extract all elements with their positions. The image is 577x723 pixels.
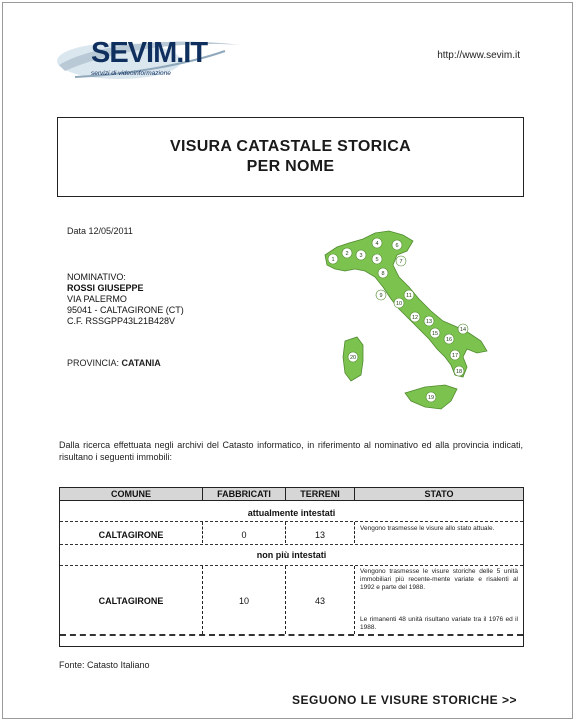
row1-stato: Vengono trasmesse le visure allo stato attuale.: [360, 525, 495, 532]
next-visure-link[interactable]: SEGUONO LE VISURE STORICHE >>: [292, 693, 517, 707]
owner-city: 95041 - CALTAGIRONE (CT): [67, 305, 184, 315]
map-region-number: 14: [459, 327, 467, 333]
header-divider: [354, 488, 355, 500]
map-region-number: 17: [451, 353, 459, 359]
header-comune: COMUNE: [111, 489, 151, 499]
section-title-current: attualmente intestati: [247, 508, 336, 518]
row2-stato-note: Le rimanenti 48 unità risultano variate tra il 1976 ed il 1988.: [360, 616, 518, 631]
website-url[interactable]: http://www.sevim.it: [437, 50, 520, 61]
map-region-number: 12: [411, 315, 419, 321]
row1-fabbricati: 0: [241, 530, 247, 540]
header-terreni: TERRENI: [300, 489, 340, 499]
map-region-number: 1: [331, 257, 335, 263]
owner-fiscal-code: C.F. RSSGPP43L21B428V: [67, 316, 176, 326]
map-region-number: 16: [445, 337, 453, 343]
column-divider: [354, 566, 355, 634]
row1-terreni: 13: [314, 530, 325, 540]
map-region-number: 19: [427, 395, 435, 401]
row-divider: [60, 521, 523, 522]
row-divider: [60, 565, 523, 566]
map-region-number: 11: [406, 293, 412, 299]
map-region-number: 10: [395, 301, 403, 307]
map-region-number: 18: [455, 369, 463, 375]
map-region-number: 9: [379, 293, 383, 299]
map-region-number: 7: [399, 259, 403, 265]
immobili-table: [59, 487, 524, 647]
document-title-box: [57, 117, 524, 197]
sevim-logo: [55, 31, 245, 87]
title-line-2: PER NOME: [246, 158, 335, 175]
title-line-1: VISURA CATASTALE STORICA: [170, 138, 411, 155]
map-region-number: 5: [375, 257, 379, 263]
document-page: [2, 2, 573, 719]
nominativo-label: NOMINATIVO:: [67, 272, 126, 282]
row2-stato: Vengono trasmesse le visure storiche delle 5 unità immobiliari più recente-mente variate e risalenti al 1992 e parte del 1988.: [360, 568, 518, 591]
map-region-number: 20: [349, 355, 357, 361]
row-divider: [60, 544, 523, 545]
provincia-value: CATANIA: [121, 358, 161, 368]
map-region-number: 13: [425, 319, 433, 325]
provincia-label: PROVINCIA:: [67, 358, 120, 368]
row2-fabbricati: 10: [238, 596, 249, 606]
map-region-number: 2: [345, 251, 349, 257]
header-divider: [285, 488, 286, 500]
map-region-number: 15: [431, 331, 439, 337]
map-region-number: 6: [395, 243, 399, 249]
header-stato: STATO: [424, 489, 454, 499]
row2-comune: CALTAGIRONE: [98, 596, 164, 606]
section-title-past: non più intestati: [256, 550, 327, 560]
logo-name: SEVIM.IT: [91, 37, 208, 69]
intro-text: Dalla ricerca effettuata negli archivi del Catasto informatico, in riferimento al nominativo ed alla provincia indicati, risultano i seguenti immobili:: [59, 440, 523, 462]
header-divider: [202, 488, 203, 500]
owner-street: VIA PALERMO: [67, 294, 127, 304]
column-divider: [354, 522, 355, 543]
document-date: Data 12/05/2011: [67, 226, 133, 236]
row1-comune: CALTAGIRONE: [98, 530, 164, 540]
map-region-number: 3: [359, 253, 363, 259]
row-divider: [60, 634, 523, 636]
nominativo-block: [67, 272, 184, 327]
logo-tagline: servizi di videoinformazione: [91, 70, 171, 77]
source-note: Fonte: Catasto Italiano: [59, 660, 150, 670]
header-fabbricati: FABBRICATI: [217, 489, 271, 499]
italy-map: [317, 225, 497, 415]
map-region-number: 8: [381, 271, 385, 277]
map-region-number: 4: [375, 241, 379, 247]
row2-terreni: 43: [314, 596, 325, 606]
owner-name: ROSSI GIUSEPPE: [67, 283, 144, 293]
provincia-line: [67, 358, 161, 369]
